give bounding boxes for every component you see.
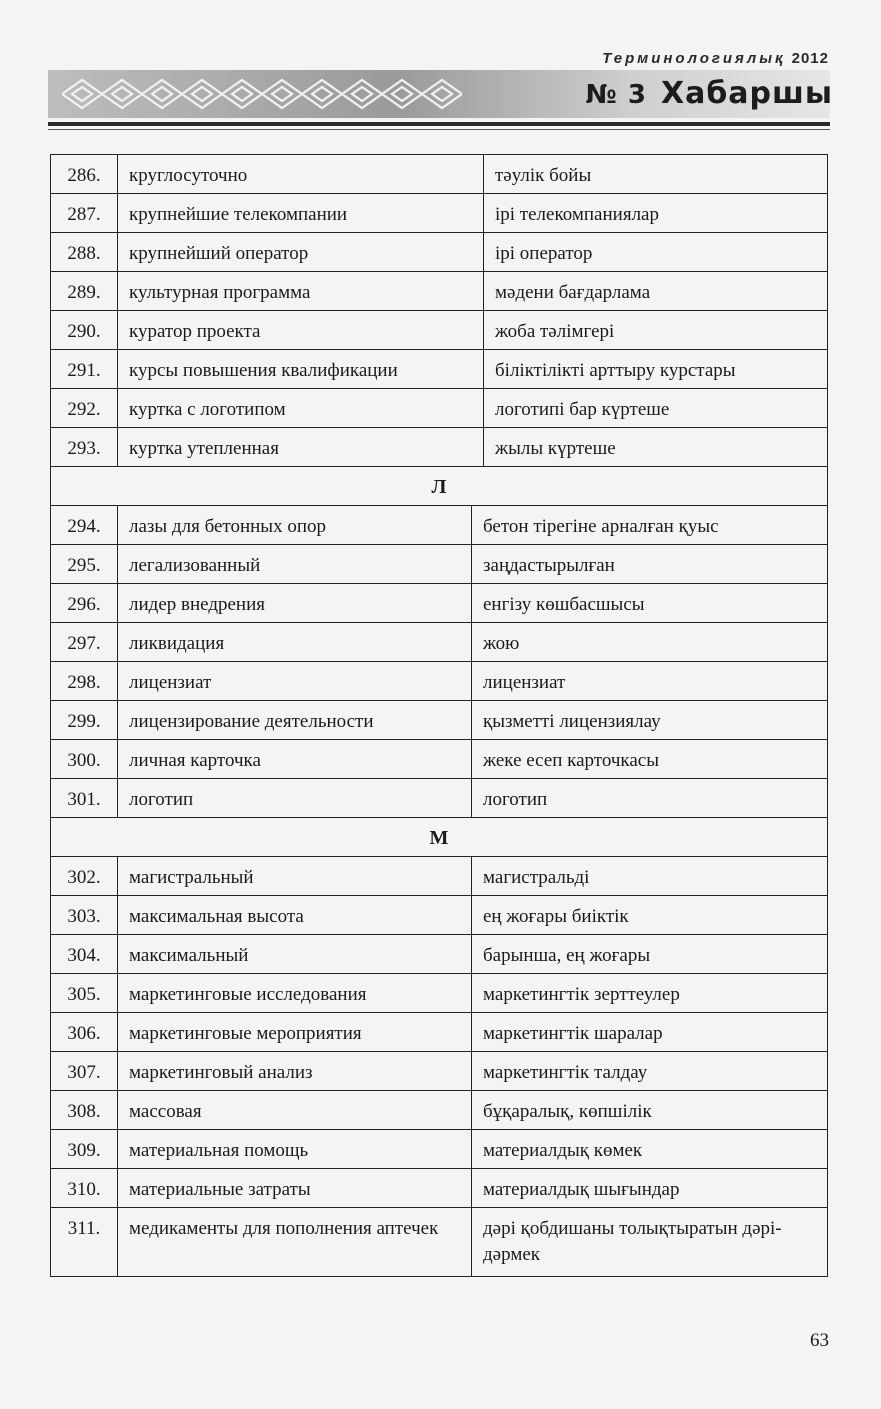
table-row [50,194,828,233]
table-row [50,623,828,662]
term-ru: круглосуточно [129,165,248,186]
journal-masthead [586,76,833,111]
row-number: 306. [67,1023,101,1044]
table-row [50,233,828,272]
term-kz: логотипі бар күртеше [495,399,670,420]
table-row [50,1169,828,1208]
row-number: 304. [67,945,101,966]
term-ru: культурная программа [129,282,311,303]
table-row [50,857,828,896]
table-row [50,701,828,740]
term-kz: бетон тірегіне арналған қуыс [483,516,719,537]
term-ru: максимальный [129,945,249,966]
table-row [50,428,828,467]
term-kz: логотип [483,789,548,810]
term-kz: дәрі қобдишаны толықтыратын дәрі-дәрмек [483,1218,782,1265]
row-number: 298. [67,672,101,693]
term-ru: массовая [129,1101,202,1122]
term-ru: максимальная высота [129,906,304,927]
term-kz: магистральді [483,867,590,888]
table-row [50,1013,828,1052]
term-ru: логотип [129,789,194,810]
term-kz: жою [483,633,520,654]
table-row [50,1208,828,1277]
issue-number: № 3 [585,80,647,110]
term-kz: қызметті лицензиялау [483,711,661,732]
term-kz: лицензиат [483,672,566,693]
row-number: 303. [67,906,101,927]
row-number: 297. [67,633,101,654]
term-ru: легализованный [129,555,261,576]
table-row [50,662,828,701]
row-number: 309. [67,1140,101,1161]
table-row [50,350,828,389]
table-row [50,779,828,818]
glossary-table [50,154,828,1277]
row-number: 302. [67,867,101,888]
row-number: 305. [67,984,101,1005]
term-kz: бұқаралық, көпшілік [483,1101,652,1122]
term-kz: біліктілікті арттыру курстары [495,360,736,381]
journal-name [602,50,829,67]
term-ru: личная карточка [129,750,261,771]
table-row [50,155,828,194]
term-ru: куртка с логотипом [129,399,286,420]
term-ru: материальные затраты [129,1179,311,1200]
page-header [0,0,881,140]
term-ru: курсы повышения квалификации [129,360,398,381]
journal-title: Терминологиялық [602,50,786,67]
table-row [50,272,828,311]
table-row [50,506,828,545]
term-ru: куртка утепленная [129,438,279,459]
row-number: 308. [67,1101,101,1122]
row-number: 307. [67,1062,101,1083]
table-row [50,1130,828,1169]
table-row [50,896,828,935]
row-number: 301. [67,789,101,810]
row-number: 295. [67,555,101,576]
section-heading-m: М [50,818,828,857]
table-row [50,1052,828,1091]
page-number: 63 [810,1330,829,1351]
row-number: 291. [67,360,101,381]
header-rule-thin [48,129,830,130]
term-kz: барынша, ең жоғары [483,945,651,966]
term-kz: ірі оператор [495,243,593,264]
term-kz: жоба тәлімгері [495,321,615,342]
row-number: 310. [67,1179,101,1200]
term-kz: жылы күртеше [495,438,616,459]
header-rule [48,122,830,126]
table-row [50,311,828,350]
term-kz: енгізу көшбасшысы [483,594,645,615]
row-number: 292. [67,399,101,420]
term-kz: материалдық көмек [483,1140,643,1161]
row-number: 296. [67,594,101,615]
term-ru: лидер внедрения [129,594,265,615]
term-ru: крупнейшие телекомпании [129,204,348,225]
term-ru: магистральный [129,867,254,888]
term-kz: маркетингтік шаралар [483,1023,663,1044]
term-ru: маркетинговые исследования [129,984,367,1005]
table-row [50,935,828,974]
term-ru: лазы для бетонных опор [129,516,326,537]
row-number: 299. [67,711,101,732]
table-row [50,1091,828,1130]
table-row [50,740,828,779]
term-kz: мәдени бағдарлама [495,282,651,303]
term-kz: материалдық шығындар [483,1179,680,1200]
table-row [50,584,828,623]
term-kz: тәулік бойы [495,165,592,186]
term-ru: крупнейший оператор [129,243,309,264]
table-row [50,389,828,428]
row-number: 289. [67,282,101,303]
table-row [50,545,828,584]
table-row [50,974,828,1013]
term-ru: ликвидация [129,633,225,654]
row-number: 287. [67,204,101,225]
row-number: 290. [67,321,101,342]
term-ru: лицензиат [129,672,212,693]
term-kz: жеке есеп карточкасы [483,750,659,771]
term-ru: маркетинговый анализ [129,1062,313,1083]
section-heading-l: Л [50,467,828,506]
term-ru: материальная помощь [129,1140,309,1161]
term-kz: заңдастырылған [483,555,615,576]
row-number: 288. [67,243,101,264]
term-ru: медикаменты для пополнения аптечек [129,1218,439,1239]
row-number: 300. [67,750,101,771]
journal-year: 2012 [791,50,829,67]
term-kz: ірі телекомпаниялар [495,204,659,225]
term-ru: куратор проекта [129,321,261,342]
masthead-title: Хабаршы [660,76,833,111]
term-kz: ең жоғары биіктік [483,906,629,927]
row-number: 311. [67,1218,101,1239]
row-number: 293. [67,438,101,459]
row-number: 294. [67,516,101,537]
term-kz: маркетингтік зерттеулер [483,984,680,1005]
term-ru: маркетинговые мероприятия [129,1023,362,1044]
term-ru: лицензирование деятельности [129,711,374,732]
ornament-icon [62,74,462,114]
row-number: 286. [67,165,101,186]
term-kz: маркетингтік талдау [483,1062,648,1083]
